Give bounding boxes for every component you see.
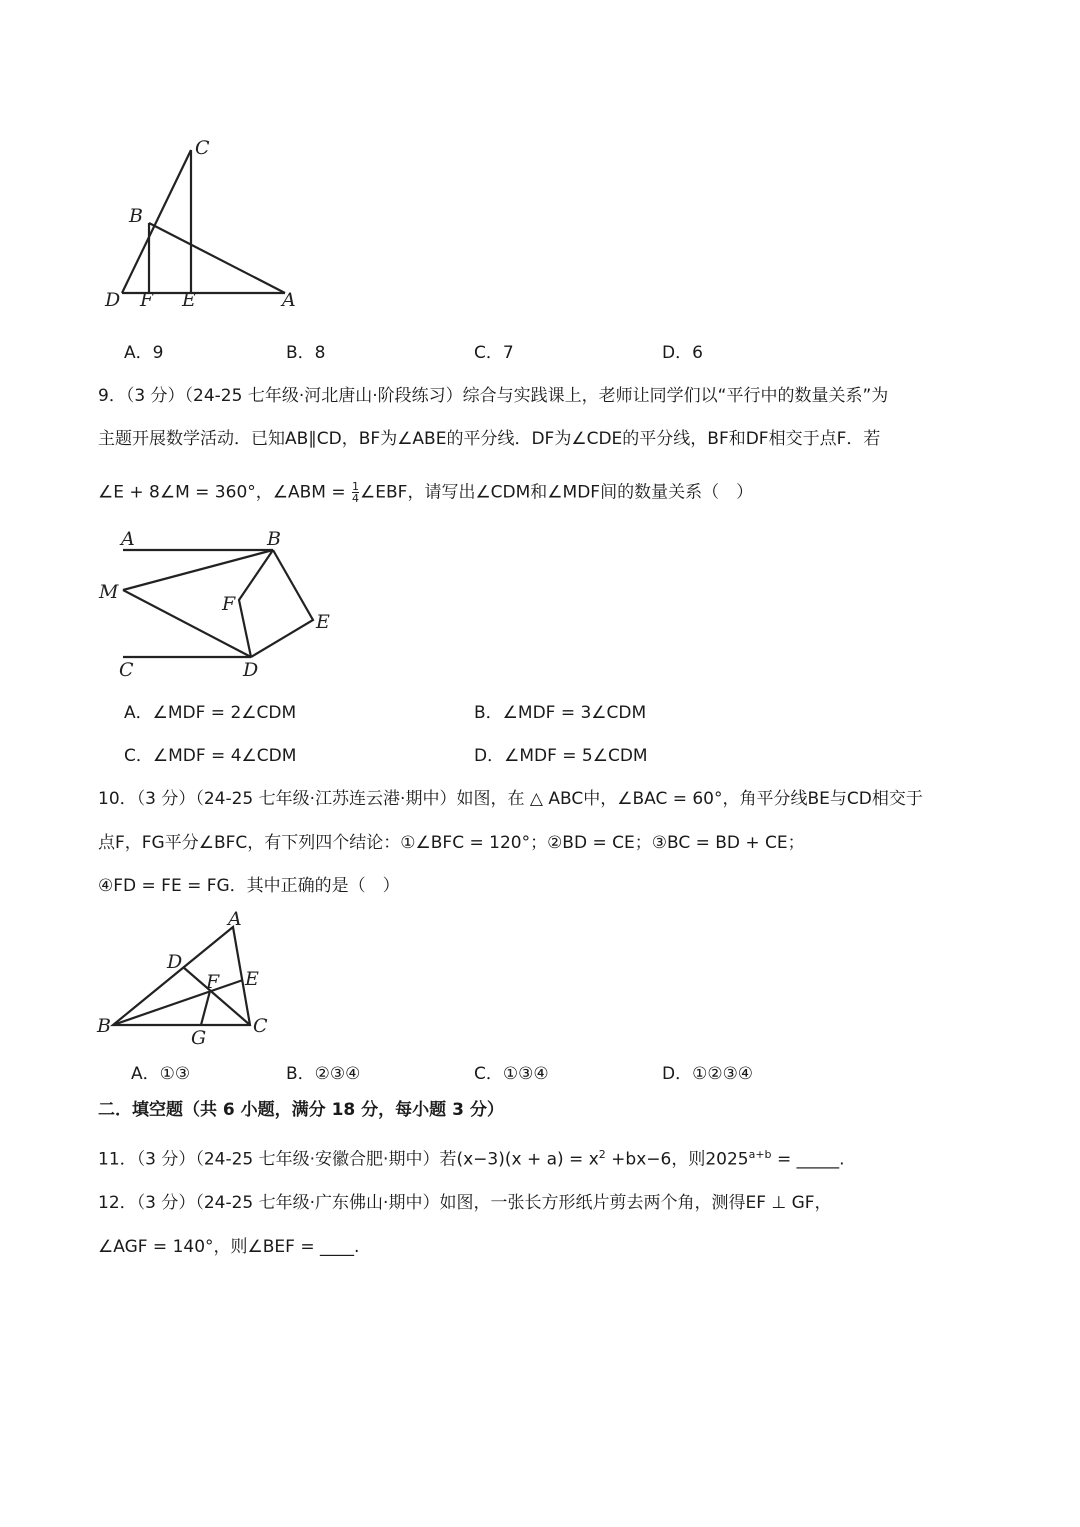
q9-label-m: M xyxy=(99,581,119,603)
q10-figure xyxy=(95,905,285,1050)
q9-line-BFD xyxy=(239,550,273,657)
q8-option-a[interactable]: A．9 xyxy=(124,343,164,363)
q10-triangle-ABC xyxy=(113,927,250,1025)
q9-option-b[interactable]: B．∠MDF = 3∠CDM xyxy=(474,703,647,723)
q10-option-b[interactable]: B．②③④ xyxy=(286,1064,361,1084)
q9-label-d: D xyxy=(243,659,259,681)
q10-stem-line3: ④FD = FE = FG．其中正确的是（ ） xyxy=(98,876,400,896)
q9-fraction-denominator: 4 xyxy=(352,492,360,505)
q9-label-f: F xyxy=(222,593,236,615)
q9-line-BED xyxy=(251,550,313,657)
q10-label-d: D xyxy=(167,951,183,973)
q8-label-f: F xyxy=(140,289,154,311)
q10-label-a: A xyxy=(228,908,242,930)
q9-option-a[interactable]: A．∠MDF = 2∠CDM xyxy=(124,703,297,723)
q10-stem-line2: 点F，FG平分∠BFC，有下列四个结论：①∠BFC = 120°；②BD = CE；③BC = BD + CE； xyxy=(98,833,805,853)
q8-line-BA xyxy=(149,223,285,293)
q8-option-b[interactable]: B．8 xyxy=(286,343,326,363)
q9-fraction xyxy=(352,481,359,504)
q12-stem-line2: ∠AGF = 140°，则∠BEF = ____. xyxy=(98,1237,360,1257)
q8-label-d: D xyxy=(105,289,121,311)
q9-stem-line3 xyxy=(98,481,753,504)
q9-fraction-numerator: 1 xyxy=(352,480,360,493)
q9-label-a: A xyxy=(121,528,135,550)
q8-label-b: B xyxy=(129,205,143,227)
q11-superscript-exponent: a+b xyxy=(748,1148,772,1161)
q11-stem xyxy=(98,1144,845,1171)
q9-stem-line3-part1: ∠E + 8∠M = 360°，∠ABM = xyxy=(98,482,352,503)
q9-option-c[interactable]: C．∠MDF = 4∠CDM xyxy=(124,746,297,766)
q10-label-e: E xyxy=(245,968,259,990)
q9-label-e: E xyxy=(316,611,330,633)
q10-label-f: F xyxy=(206,971,220,993)
q10-option-c[interactable]: C．①③④ xyxy=(474,1064,549,1084)
q10-stem-line1: 10．（3 分）（24-25 七年级·江苏连云港·期中）如图，在 △ ABC中，∠BAC = 60°，角平分线BE与CD相交于 xyxy=(98,789,923,809)
q11-superscript-2: 2 xyxy=(598,1148,606,1161)
q11-stem-part1: 11．（3 分）（24-25 七年级·安徽合肥·期中）若(x−3)(x + a) = x xyxy=(98,1149,599,1170)
q11-stem-part3: = _____. xyxy=(771,1149,845,1170)
q10-option-d[interactable]: D．①②③④ xyxy=(662,1064,754,1084)
q8-option-c[interactable]: C．7 xyxy=(474,343,514,363)
q8-figure xyxy=(95,130,315,320)
q9-stem-line3-part2: ∠EBF，请写出∠CDM和∠MDF间的数量关系（ ） xyxy=(360,482,754,503)
q9-stem-line2: 主题开展数学活动．已知AB∥CD，BF为∠ABE的平分线．DF为∠CDE的平分线，BF和DF相交于点F．若 xyxy=(98,429,881,449)
q11-stem-part2: +bx−6，则2025 xyxy=(605,1149,749,1170)
q10-label-g: G xyxy=(191,1027,207,1049)
q8-label-a: A xyxy=(282,289,296,311)
q8-label-e: E xyxy=(182,289,196,311)
q8-label-c: C xyxy=(195,137,210,159)
q10-label-b: B xyxy=(97,1015,111,1037)
q10-label-c: C xyxy=(253,1015,268,1037)
q9-label-c: C xyxy=(119,659,134,681)
q10-line-FG xyxy=(201,991,210,1025)
q12-stem-line1: 12．（3 分）（24-25 七年级·广东佛山·期中）如图，一张长方形纸片剪去两个角，测得EF ⊥ GF， xyxy=(98,1193,832,1213)
q9-figure xyxy=(95,525,345,685)
q9-label-b: B xyxy=(267,528,281,550)
q9-stem-line1: 9．（3 分）（24-25 七年级·河北唐山·阶段练习）综合与实践课上，老师让同学们以“平行中的数量关系”为 xyxy=(98,386,889,406)
q8-option-d[interactable]: D．6 xyxy=(662,343,703,363)
section-heading-fill-in: 二．填空题（共 6 小题，满分 18 分，每小题 3 分） xyxy=(98,1100,504,1120)
q10-option-a[interactable]: A．①③ xyxy=(131,1064,191,1084)
q9-option-d[interactable]: D．∠MDF = 5∠CDM xyxy=(474,746,648,766)
